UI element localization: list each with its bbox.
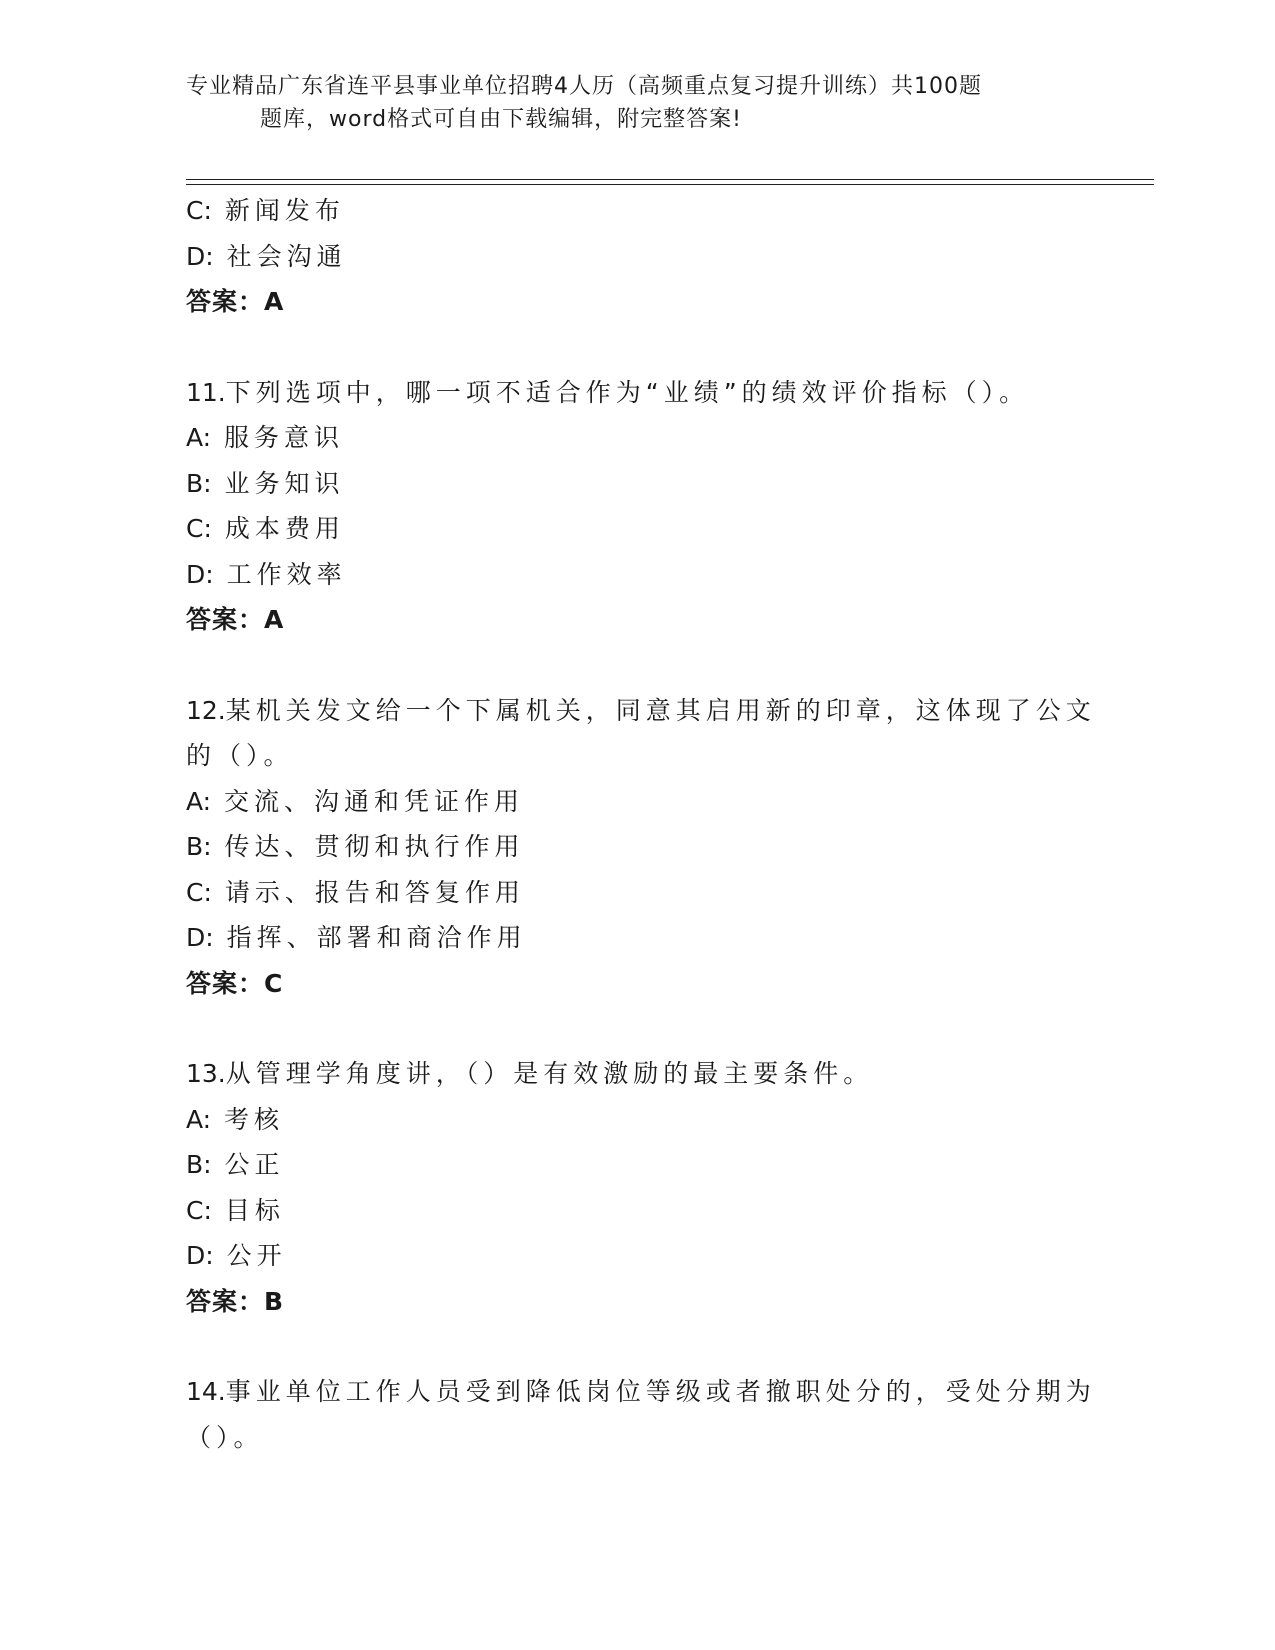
option-d: D: 公开 [186,1241,287,1270]
question-text: 11.下列选项中，哪一项不适合作为“业绩”的绩效评价指标（）。 [186,377,1030,407]
page-header [186,70,1066,136]
header-title-line1: 专业精品广东省连平县事业单位招聘4人历（高频重点复习提升训练）共100题 [186,74,982,99]
answer-line: 答案：C [186,968,284,998]
answer-line: 答案：A [186,287,285,316]
question-text: 13.从管理学角度讲，（）是有效激励的最主要条件。 [186,1059,874,1088]
option-b: B: 传达、贯彻和执行作用 [186,832,525,861]
question-block-12 [186,688,1096,1007]
option-a: A: 服务意识 [186,423,345,452]
question-text: 14.事业单位工作人员受到降低岗位等级或者撤职处分的，受处分期为 （）。 [186,1377,1096,1452]
answer-line: 答案：B [186,1286,285,1316]
option-b: B: 业务知识 [186,468,345,498]
option-c: C: 新闻发布 [186,196,345,225]
answer-line: 答案：A [186,605,285,634]
question-text: 12.某机关发文给一个下属机关，同意其启用新的印章，这体现了公文 的（）。 [186,695,1096,770]
header-divider-top [186,179,1154,180]
option-a: A: 交流、沟通和凭证作用 [186,786,525,816]
question-block-14 [186,1369,1096,1460]
option-d: D: 工作效率 [186,559,347,589]
question-block-10 [186,188,1086,325]
question-list [186,188,1096,1460]
question-block-11 [186,370,1086,643]
option-d: D: 指挥、部署和商洽作用 [186,923,527,952]
option-a: A: 考核 [186,1104,285,1134]
option-b: B: 公正 [186,1150,285,1179]
question-block-13 [186,1051,1086,1324]
option-c: C: 目标 [186,1195,285,1225]
option-c: C: 成本费用 [186,514,345,543]
header-title-line2: 题库，word格式可自由下载编辑，附完整答案! [260,107,742,132]
header-divider-bottom [186,184,1154,185]
option-c: C: 请示、报告和答复作用 [186,877,525,907]
option-d: D: 社会沟通 [186,241,347,271]
